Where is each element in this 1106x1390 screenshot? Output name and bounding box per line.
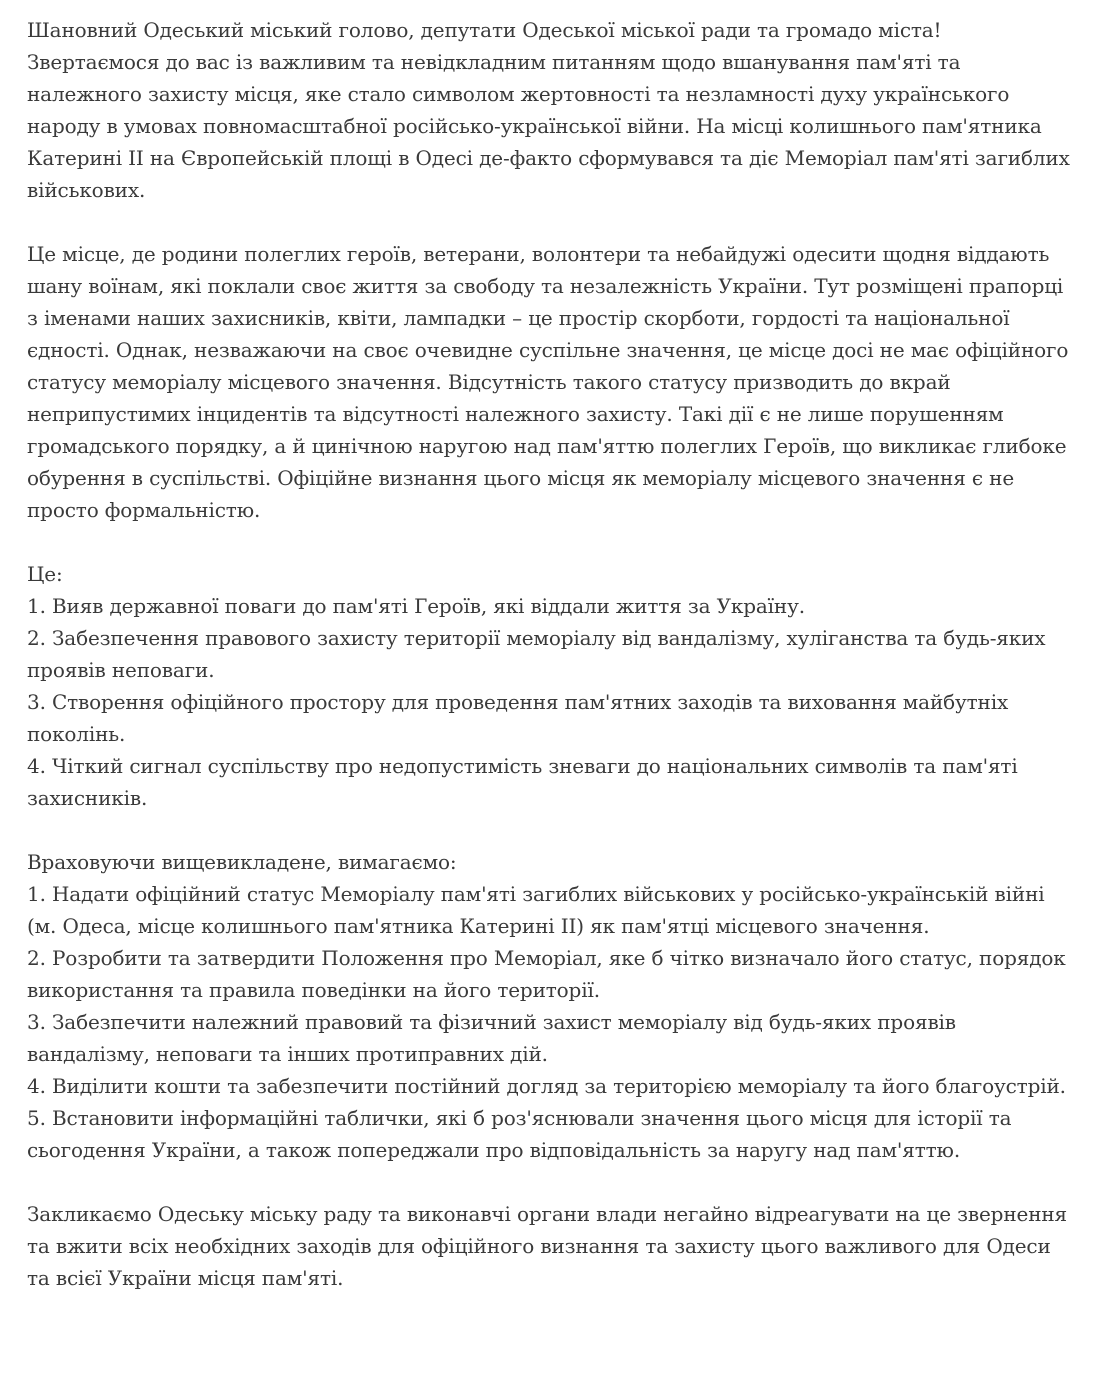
demand-item: 1. Надати офіційний статус Меморіалу пам'яті загиблих військових у російсько-українській війні (м. Одеса, місце колишнього пам'ятника Катерині II) як пам'ятці місцевого значення. (27, 882, 1045, 938)
intro-paragraph: Шановний Одеський міський голово, депутати Одеської міської ради та громадо міста! Звертаємося до вас із важливим та невідкладним питанням щодо вшанування пам'яті та належного захисту місця, яке стало символом жертовності та незламності духу українського народу в умовах повномасштабної російсько-української війни. На місці колишнього пам'ятника Катерині II на Європейській площі в Одесі де-факто сформувався та діє Меморіал пам'яті загиблих військових. (27, 18, 1070, 202)
demands-lead: Враховуючи вищевикладене, вимагаємо: (27, 850, 457, 874)
demand-item: 5. Встановити інформаційні таблички, які б роз'яснювали значення цього місця для історії та сьогодення України, а також попереджали про відповідальність за наругу над пам'яттю. (27, 1106, 1012, 1162)
significance-item: 2. Забезпечення правового захисту території меморіалу від вандалізму, хуліганства та будь-яких проявів неповаги. (27, 626, 1046, 682)
significance-lead: Це: (27, 562, 63, 586)
significance-item: 4. Чіткий сигнал суспільству про недопустимість зневаги до національних символів та пам'яті захисників. (27, 754, 1018, 810)
petition-text (27, 14, 1072, 1326)
closing-paragraph: Закликаємо Одеську міську раду та виконавчі органи влади негайно відреагувати на це звернення та вжити всіх необхідних заходів для офіційного визнання та захисту цього важливого для Одеси та всієї України місця пам'яті. (27, 1202, 1068, 1290)
significance-section (27, 558, 1072, 814)
demand-item: 2. Розробити та затвердити Положення про Меморіал, яке б чітко визначало його статус, порядок використання та правила поведінки на його території. (27, 946, 1066, 1002)
significance-item: 1. Вияв державної поваги до пам'яті Героїв, які віддали життя за Україну. (27, 594, 805, 618)
demands-section (27, 846, 1072, 1166)
context-paragraph: Це місце, де родини полеглих героїв, ветерани, волонтери та небайдужі одесити щодня віддають шану воїнам, які поклали своє життя за свободу та незалежність України. Тут розміщені прапорці з іменами наших захисників, квіти, лампадки – це простір скорботи, гордості та національної єдності. Однак, незважаючи на своє очевидне суспільне значення, це місце досі не має офіційного статусу меморіалу місцевого значення. Відсутність такого статусу призводить до вкрай неприпустимих інцидентів та відсутності належного захисту. Такі дії є не лише порушенням громадського порядку, а й цинічною наругою над пам'яттю полеглих Героїв, що викликає глибоке обурення в суспільстві. Офіційне визнання цього місця як меморіалу місцевого значення є не просто формальністю. (27, 242, 1069, 522)
significance-item: 3. Створення офіційного простору для проведення пам'ятних заходів та виховання майбутніх поколінь. (27, 690, 1009, 746)
demand-item: 3. Забезпечити належний правовий та фізичний захист меморіалу від будь-яких проявів вандалізму, неповаги та інших протиправних дій. (27, 1010, 956, 1066)
demand-item: 4. Виділити кошти та забезпечити постійний догляд за територією меморіалу та його благоустрій. (27, 1074, 1066, 1098)
